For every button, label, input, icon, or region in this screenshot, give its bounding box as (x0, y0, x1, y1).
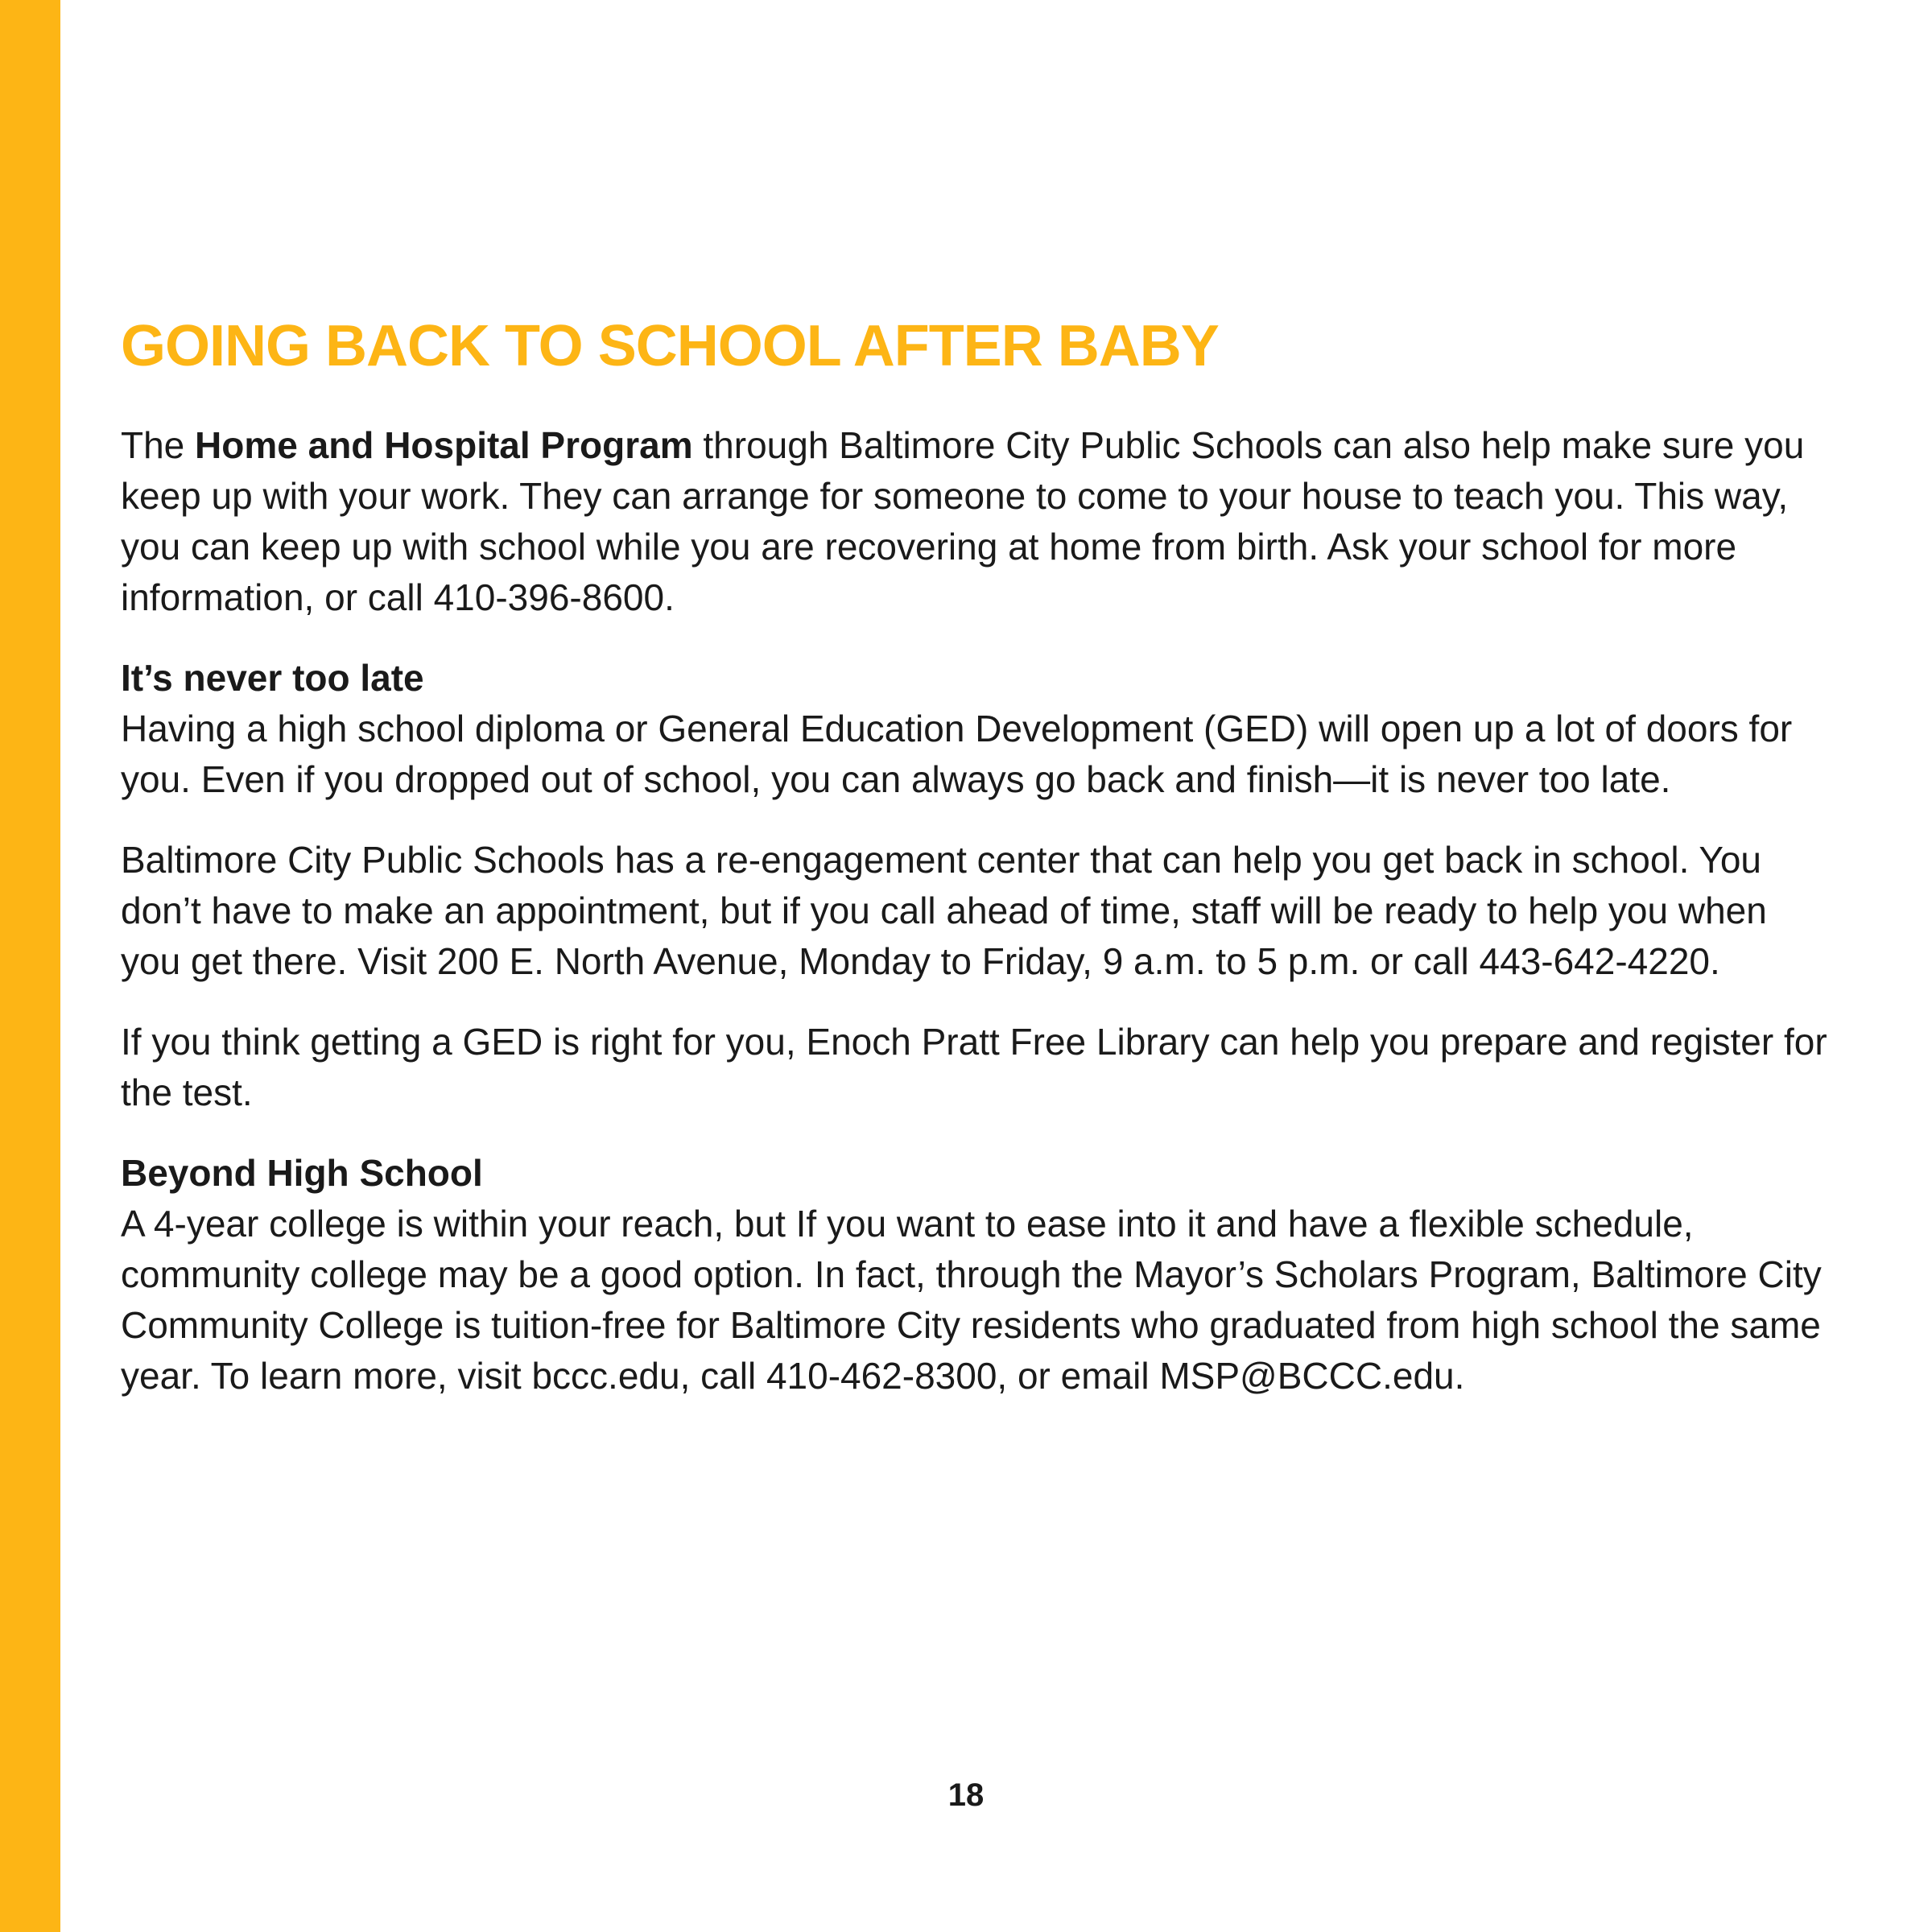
never-too-late-section (121, 653, 1835, 805)
intro-paragraph (121, 420, 1835, 623)
beyond-high-school-section (121, 1148, 1835, 1402)
page-title: GOING BACK TO SCHOOL AFTER BABY (121, 314, 1219, 378)
never-too-late-paragraph-1: Having a high school diploma or General Education Development (GED) will open up a lot of doors for you. Even if you dropped out of school, you can always go back and finish—it is never too late. (121, 708, 1793, 800)
intro-lead: The (121, 424, 196, 466)
beyond-high-school-paragraph: A 4-year college is within your reach, but If you want to ease into it and have a flexible schedule, community college may be a good option. In fact, through the Mayor’s Scholars Program, Baltimore City Community College is tuition-free for Baltimore City residents who graduated from high school the same year. To learn more, visit bccc.edu, call 410-462-8300, or email MSP@BCCC.edu. (121, 1203, 1822, 1397)
program-name: Home and Hospital Program (195, 424, 693, 466)
accent-side-bar (0, 0, 60, 1932)
re-engagement-paragraph: Baltimore City Public Schools has a re-engagement center that can help you get back in school. You don’t have to make an appointment, but if you call ahead of time, staff will be ready to help you when you get there. Visit 200 E. North Avenue, Monday to Friday, 9 a.m. to 5 p.m. or call 443-642-4220. (121, 839, 1767, 982)
section-heading-beyond-high-school: Beyond High School (121, 1152, 483, 1194)
intro-rest: through Baltimore City Public Schools can also help make sure you keep up with your work. They can arrange for someone to come to your house to teach you. This way, you can keep up with school while you are recovering at home from birth. Ask your school for more information, or call 410-396-8600. (121, 424, 1805, 618)
ged-paragraph: If you think getting a GED is right for you, Enoch Pratt Free Library can help you prepare and register for the test. (121, 1021, 1827, 1113)
page-content (121, 306, 1835, 1431)
section-heading-never-too-late: It’s never too late (121, 657, 424, 699)
page-number: 18 (947, 1777, 985, 1813)
